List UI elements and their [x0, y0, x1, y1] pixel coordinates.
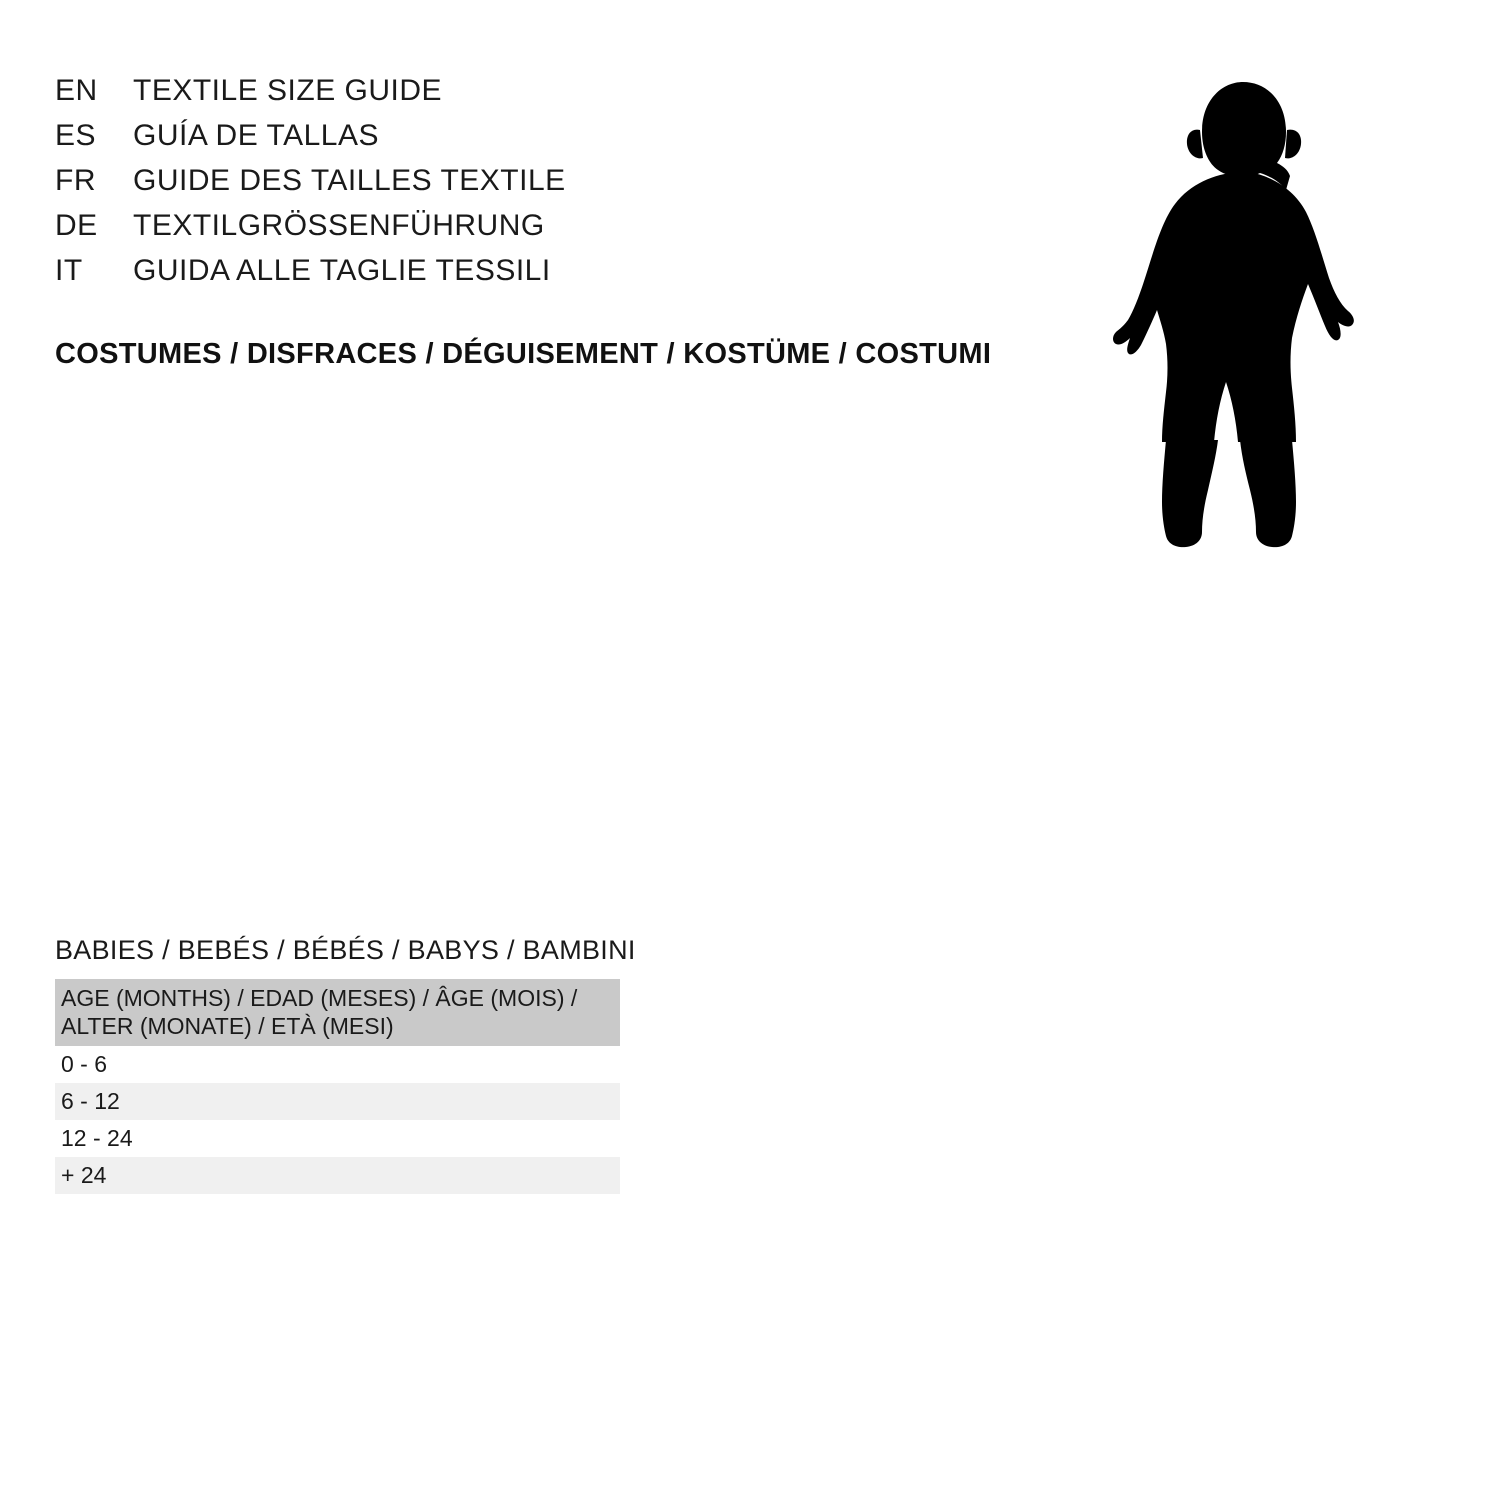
table-row — [55, 1157, 620, 1194]
babies-size-table — [55, 979, 620, 1194]
language-row-it — [55, 254, 1055, 299]
language-text-de: TEXTILGRÖSSENFÜHRUNG — [133, 209, 545, 242]
language-row-en — [55, 74, 1055, 119]
language-text-it: GUIDA ALLE TAGLIE TESSILI — [133, 254, 551, 287]
language-code-de: DE — [55, 209, 98, 242]
language-row-fr — [55, 164, 1055, 209]
language-code-it: IT — [55, 254, 83, 287]
language-text-es: GUÍA DE TALLAS — [133, 119, 379, 152]
table-column-header-age: AGE (MONTHS) / EDAD (MESES) / ÂGE (MOIS) / ALTER (MONATE) / ETÀ (MESI) — [55, 979, 620, 1046]
table-cell-age: + 24 — [55, 1157, 620, 1194]
language-row-es — [55, 119, 1055, 164]
babies-section-title: BABIES / BEBÉS / BÉBÉS / BABYS / BAMBINI — [55, 935, 636, 965]
language-list — [55, 74, 1055, 299]
language-text-fr: GUIDE DES TAILLES TEXTILE — [133, 164, 566, 197]
table-cell-age: 0 - 6 — [55, 1046, 620, 1083]
table-row — [55, 1083, 620, 1120]
costume-heading: COSTUMES / DISFRACES / DÉGUISEMENT / KOSTÜME / COSTUMI — [55, 338, 992, 370]
table-row — [55, 1046, 620, 1083]
language-text-en: TEXTILE SIZE GUIDE — [133, 74, 443, 107]
table-row — [55, 1120, 620, 1157]
language-row-de — [55, 209, 1055, 254]
table-header-row — [55, 979, 620, 1046]
baby-silhouette-icon — [1110, 70, 1370, 550]
language-code-fr: FR — [55, 164, 96, 197]
language-code-en: EN — [55, 74, 98, 107]
babies-size-section — [55, 935, 675, 1194]
table-cell-age: 6 - 12 — [55, 1083, 620, 1120]
table-cell-age: 12 - 24 — [55, 1120, 620, 1157]
language-code-es: ES — [55, 119, 97, 152]
